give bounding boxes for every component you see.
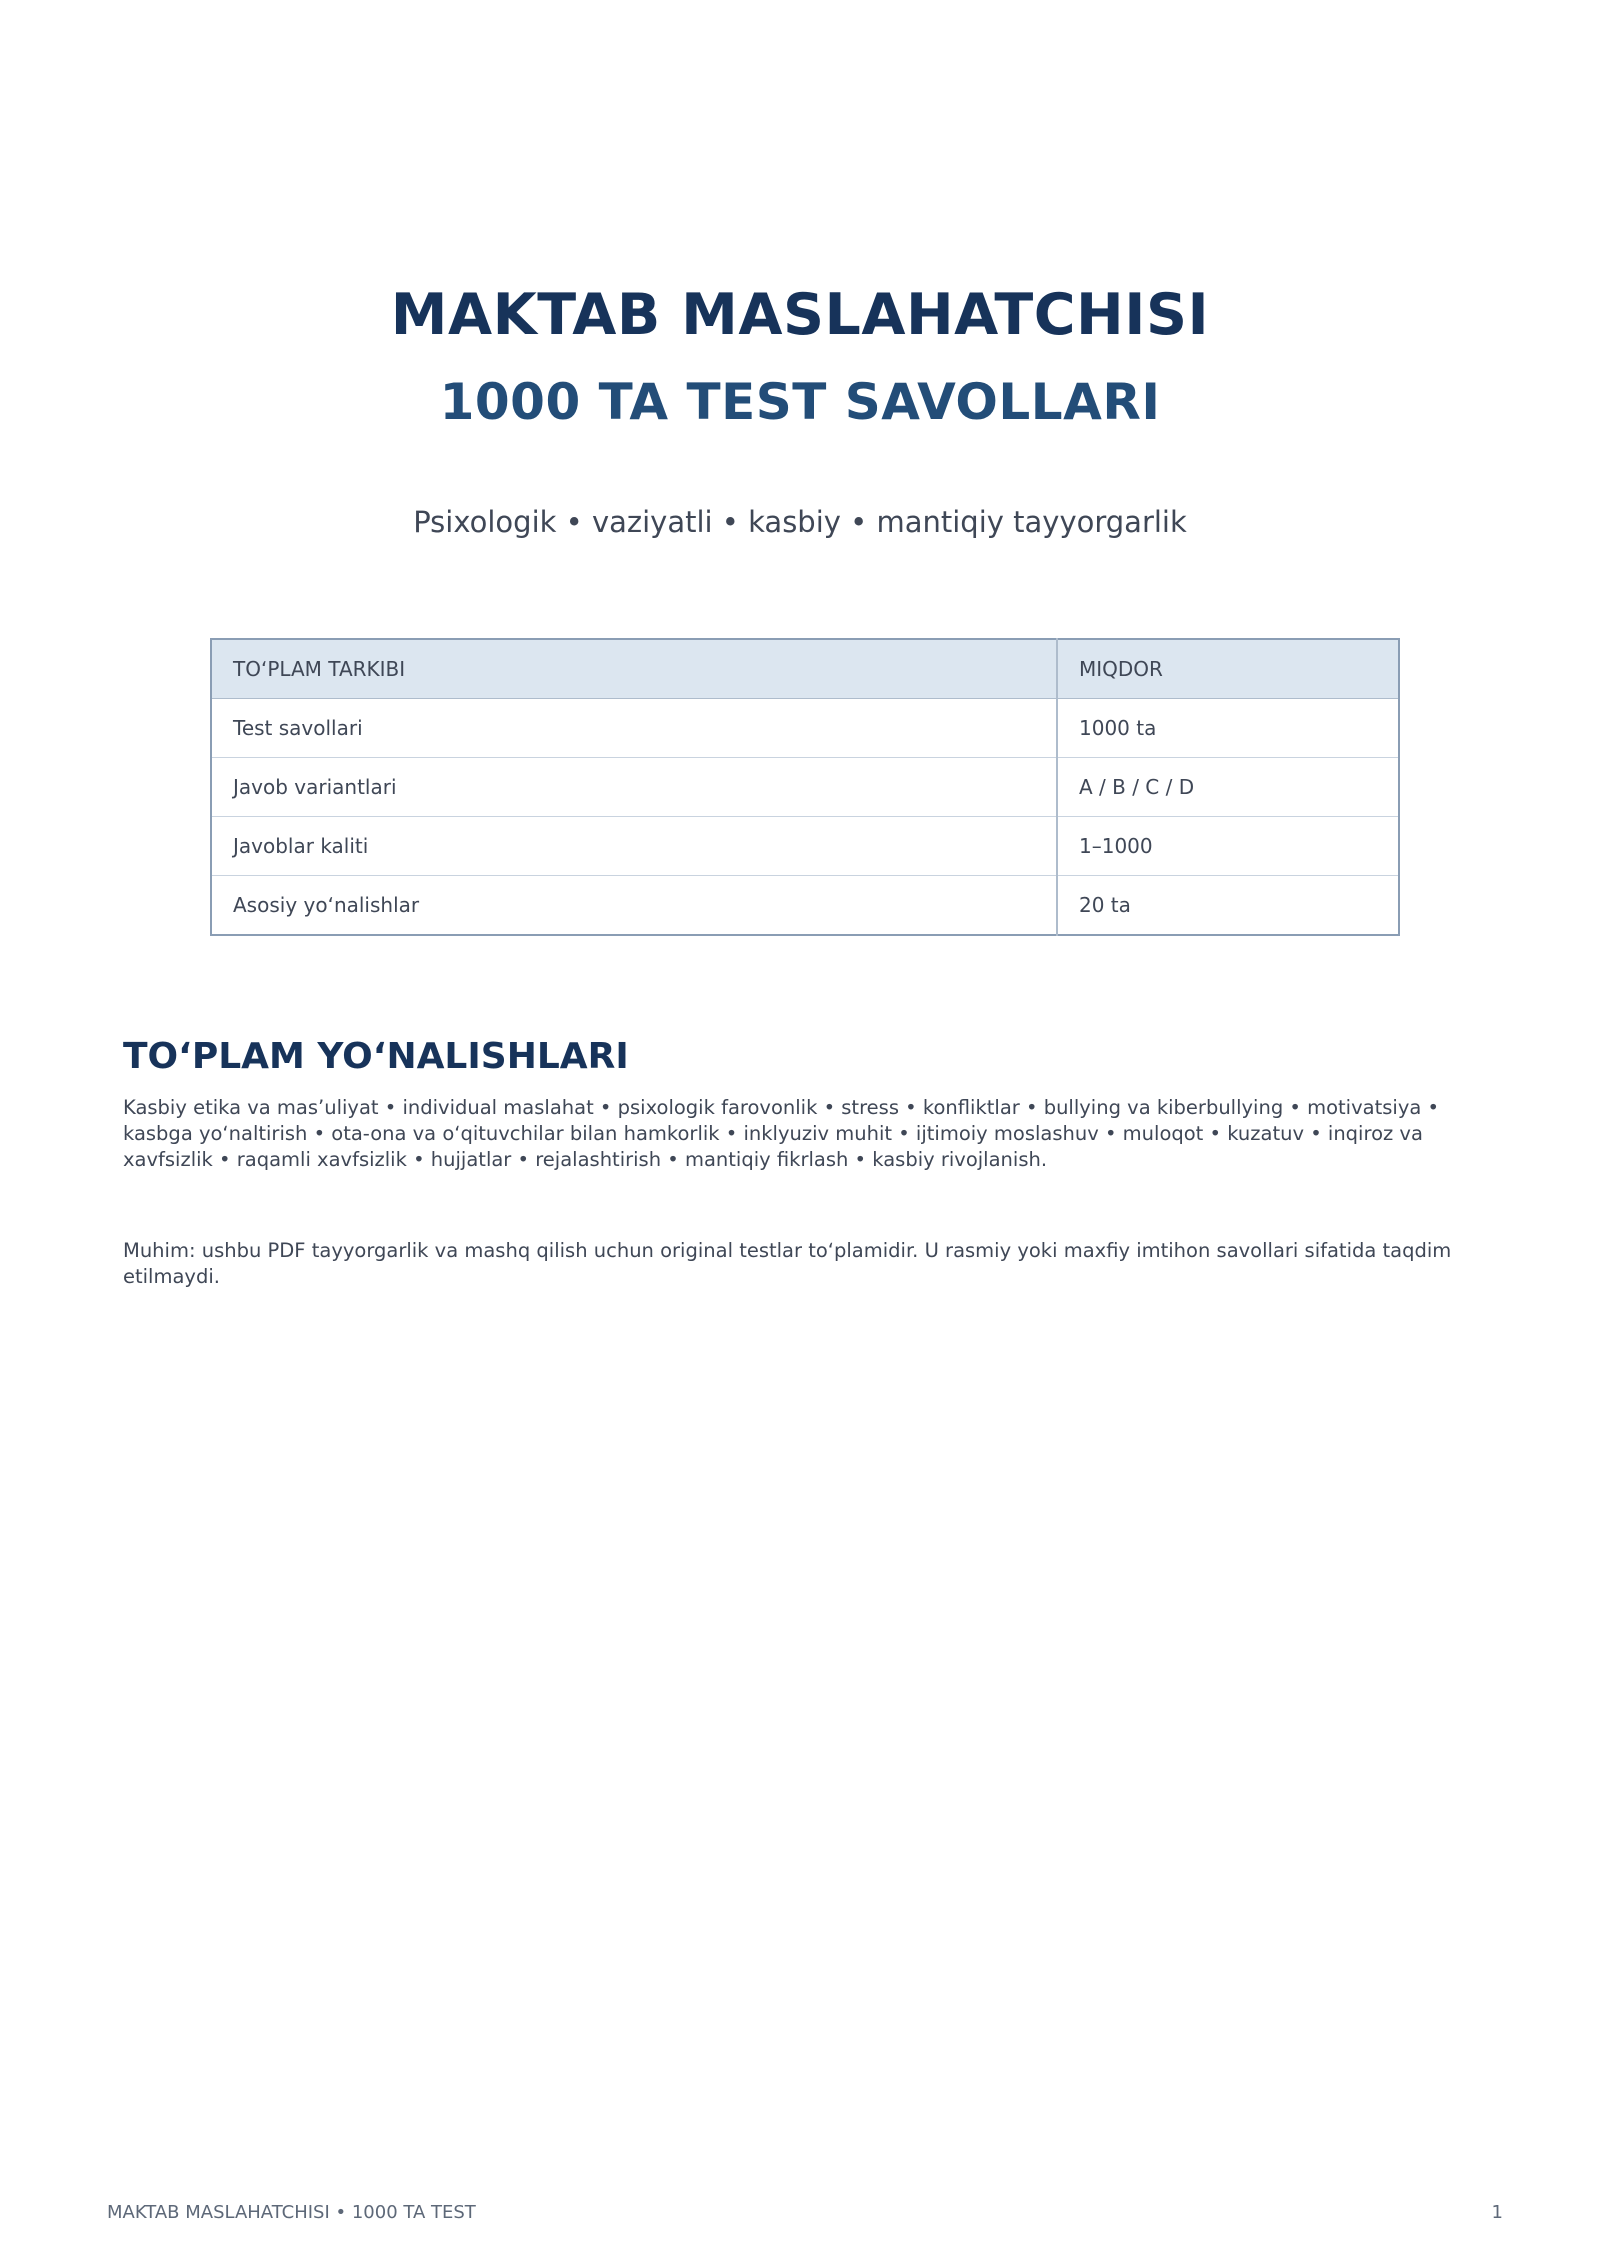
page-number: 1: [1491, 2202, 1503, 2223]
table-header-cell: TOʻPLAM TARKIBI: [211, 639, 1057, 699]
document-title: MAKTAB MASLAHATCHISI: [390, 282, 1210, 348]
document-tagline: Psixologik • vaziyatli • kasbiy • mantiqiy tayyorgarlik: [413, 505, 1187, 539]
title-block: [0, 280, 1600, 542]
disclaimer-note: Muhim: ushbu PDF tayyorgarlik va mashq qilish uchun original testlar toʻplamidir. U rasmiy yoki maxfiy imtihon savollari sifatida taqdim etilmaydi.: [123, 1239, 1452, 1288]
table-cell: 20 ta: [1079, 893, 1131, 917]
table-row: [211, 758, 1399, 817]
table-cell: Javoblar kaliti: [211, 817, 1057, 876]
summary-table: [210, 638, 1400, 936]
table-cell: Asosiy yoʻnalishlar: [211, 876, 1057, 936]
table-cell: A / B / C / D: [1057, 758, 1399, 817]
footer-title: MAKTAB MASLAHATCHISI • 1000 TA TEST: [107, 2202, 476, 2223]
table-row: [211, 876, 1399, 936]
document-subtitle: 1000 TA TEST SAVOLLARI: [439, 373, 1161, 431]
table-header-cell: MIQDOR: [1057, 639, 1399, 699]
table-row: [211, 817, 1399, 876]
section-heading: TOʻPLAM YOʻNALISHLARI: [123, 1036, 629, 1077]
table-header-row: [211, 639, 1399, 699]
table-row: [211, 699, 1399, 758]
table-cell: Javob variantlari: [211, 758, 1057, 817]
table-cell: 1–1000: [1057, 817, 1399, 876]
table-cell: 1000 ta: [1057, 699, 1399, 758]
table-cell: Test savollari: [211, 699, 1057, 758]
section-paragraph: Kasbiy etika va masʼuliyat • individual maslahat • psixologik farovonlik • stress • konfliktlar • bullying va kiberbullying • motivatsiya • kasbga yoʻnaltirish • ota-ona va oʻqituvchilar bilan hamkorlik • inklyuziv muhit • ijtimoiy moslashuv • muloqot • kuzatuv • inqiroz va xavfsizlik • raqamli xavfsizlik • hujjatlar • rejalashtirish • mantiqiy fikrlash • kasbiy rivojlanish.: [123, 1096, 1440, 1171]
